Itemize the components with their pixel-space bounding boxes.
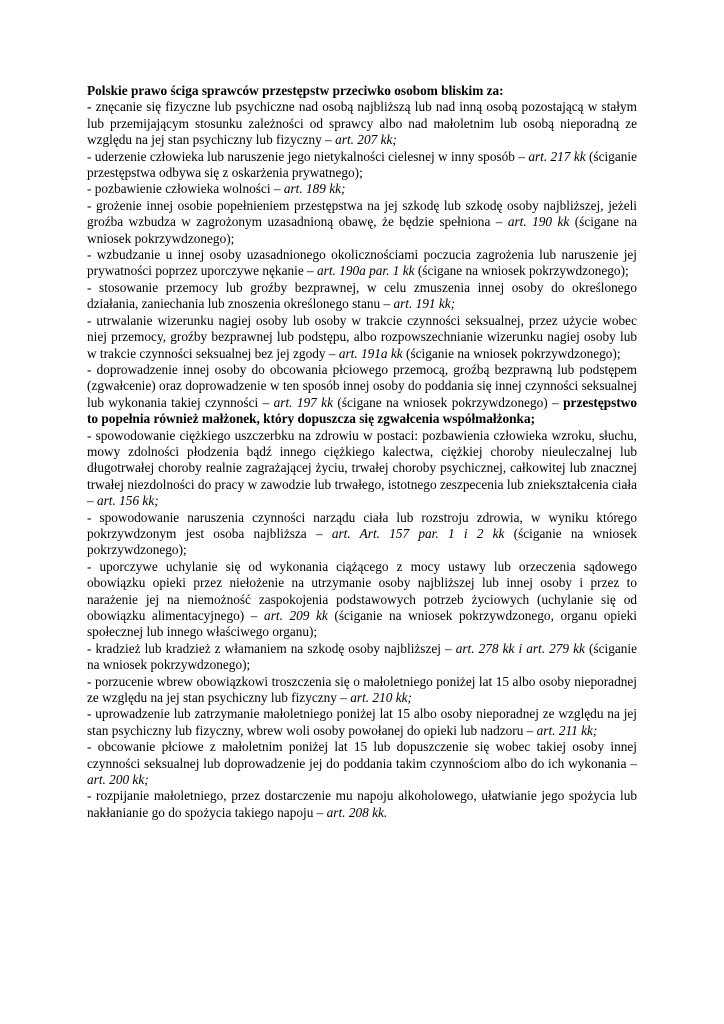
item-dash: - <box>87 673 95 689</box>
article-reference: art. 217 kk <box>528 148 586 164</box>
item-dash: - <box>87 197 97 213</box>
offence-description: utrwalanie wizerunku nagiej osoby lub osoby w trakcie czynności seksualnej, przez użycie wobec niej przemocy, groźby bezprawnej lub podstępu, albo rozpowszechnianie wizerunku nagiej osoby lub w trakcie czynności seksualnej bez jej zgody – <box>87 312 637 361</box>
article-reference: art. 189 kk; <box>283 181 346 197</box>
prosecution-note: (ściganie przestępstwa odbywa się z oskarżenia prywatnego); <box>87 148 637 181</box>
offence-description: uderzenie człowieka lub naruszenie jego nietykalności cielesnej w inny sposób – <box>94 148 529 164</box>
prosecution-note: (ścigane na wniosek pokrzywdzonego); <box>414 263 629 279</box>
prosecution-note: (ściganie na wniosek pokrzywdzonego, organu opieki społecznej lub innego właściwego organu); <box>87 608 637 640</box>
article-reference: art. 156 kk; <box>96 493 159 509</box>
offence-item <box>87 181 637 197</box>
item-dash: - <box>87 640 96 656</box>
article-reference: art. 210 kk; <box>350 690 412 706</box>
article-reference: art. 200 kk; <box>87 772 149 788</box>
offence-description: znęcanie się fizyczne lub psychiczne nad osobą najbliższą lub nad inną osobą pozostającą w stałym lub przemijającym stosunku zależności od sprawcy albo nad małoletnim lub osobą nieporadną ze względu na jej stan psychiczny lub fizyczny – <box>87 99 637 148</box>
offence-item <box>87 510 637 559</box>
prosecution-note: (ściganie na wniosek pokrzywdzonego); <box>87 640 637 673</box>
offence-item <box>87 706 637 739</box>
offence-item <box>87 362 637 428</box>
offence-item <box>87 428 637 510</box>
item-dash: - <box>87 558 100 574</box>
article-reference: art. Art. 157 par. 1 i 2 kk <box>331 525 505 541</box>
offence-description: kradzież lub kradzież z włamaniem na szkodę osoby najbliższej – <box>95 640 456 656</box>
article-reference: art. 208 kk. <box>326 804 388 820</box>
offence-item <box>87 247 637 280</box>
offence-item <box>87 788 637 821</box>
offence-description: uporczywe uchylanie się od wykonania ciążącego z mocy ustawy lub orzeczenia sądowego obowiązku opieki przez niełożenie na utrzymanie osoby najbliższej lub innej osoby i przez to narażenie jej na niemożność zaspokojenia podstawowych potrzeb życiowych (uchylanie się od obowiązku alimentacyjnego) – <box>87 558 637 623</box>
article-reference: art. 207 kk; <box>335 132 397 148</box>
offence-description: grożenie innej osobie popełnieniem przestępstwa na jej szkodę lub szkodę osoby najbliższej, jeżeli groźba wzbudza w zagrożonym uzasadnioną obawę, że będzie spełniona – <box>87 197 637 230</box>
prosecution-note: (ściganie na wniosek pokrzywdzonego); <box>402 345 621 361</box>
offence-item <box>87 313 637 362</box>
article-reference: art. 211 kk; <box>536 722 598 738</box>
item-dash: - <box>87 247 97 263</box>
offence-item <box>87 198 637 247</box>
prosecution-note: (ścigane na wniosek pokrzywdzonego) – <box>333 394 564 410</box>
offence-description: porzucenie wbrew obowiązkowi troszczenia się o małoletniego poniżej lat 15 albo osoby nieporadnej ze względu na jej stan psychiczny lub fizyczny – <box>87 673 637 706</box>
offence-description: wzbudzanie u innej osoby uzasadnionego okolicznościami poczucia zagrożenia lub naruszenie jej prywatności poprzez uporczywe nękanie – <box>87 247 637 279</box>
document-page <box>87 83 637 821</box>
item-dash: - <box>87 509 100 525</box>
item-dash: - <box>87 148 95 164</box>
article-reference: art. 190a par. 1 kk <box>317 263 415 279</box>
offence-item <box>87 641 637 674</box>
offence-item <box>87 99 637 148</box>
article-reference: art. 278 kk i art. 279 kk <box>455 640 585 656</box>
item-dash: - <box>87 427 96 443</box>
item-dash: - <box>87 361 97 377</box>
offence-description: spowodowanie naruszenia czynności narządu ciała lub rozstroju zdrowia, w wyniku którego pokrzywdzonym jest osoba najbliższa – <box>87 509 637 541</box>
item-dash: - <box>87 706 96 722</box>
offence-description: obcowanie płciowe z małoletnim poniżej lat 15 lub dopuszczenie się wobec takiej osoby innej czynności seksualnej lub doprowadzenie jej do poddania takim czynnościom albo do ich wykonania – <box>87 739 637 771</box>
article-reference: art. 190 kk <box>507 214 570 230</box>
item-dash: - <box>87 279 100 295</box>
item-dash: - <box>87 99 96 115</box>
article-reference: art. 209 kk <box>264 608 328 623</box>
offence-item <box>87 739 637 788</box>
offence-list <box>87 99 637 821</box>
item-dash: - <box>87 181 95 197</box>
offence-item <box>87 280 637 313</box>
item-dash: - <box>87 312 97 328</box>
offence-description: rozpijanie małoletniego, przez dostarczenie mu napoju alkoholowego, ułatwianie jego spożycia lub nakłanianie go do spożycia takiego napoju – <box>87 788 637 820</box>
emphasis-note: przestępstwo to popełnia również małżonek, który dopuszcza się zgwałcenia współmałżonka; <box>87 394 637 427</box>
offence-item <box>87 149 637 182</box>
offence-description: uprowadzenie lub zatrzymanie małoletniego poniżej lat 15 albo osoby nieporadnej ze względu na jej stan psychiczny lub fizyczny, wbrew woli osoby powołanej do opieki lub nadzoru – <box>87 706 637 738</box>
item-dash: - <box>87 739 98 755</box>
offence-description: stosowanie przemocy lub groźby bezprawnej, w celu zmuszenia innej osoby do określonego działania, zaniechania lub znoszenia określonego stanu – <box>87 279 637 312</box>
article-reference: art. 191a kk <box>338 345 403 361</box>
item-dash: - <box>87 788 97 804</box>
prosecution-note: (ścigane na wniosek pokrzywdzonego); <box>87 214 637 246</box>
article-reference: art. 191 kk; <box>393 296 456 312</box>
prosecution-note: (ściganie na wniosek pokrzywdzonego); <box>87 525 637 558</box>
offence-description: doprowadzenie innej osoby do obcowania płciowego przemocą, groźbą bezprawną lub podstępem (zgwałcenie) oraz doprowadzenie w ten sposób innej osoby do poddania się innej czynności seksualnej lub wykonania takiej czynności – <box>87 361 637 410</box>
document-title: Polskie prawo ściga sprawców przestępstw przeciwko osobom bliskim za: <box>87 83 504 98</box>
offence-description: spowodowanie ciężkiego uszczerbku na zdrowiu w postaci: pozbawienia człowieka wzroku, słuchu, mowy zdolności płodzenia bądź innego ciężkiego kalectwa, ciężkiej choroby nieuleczalnej lub długotrwałej choroby realnie zagrażającej życiu, trwałej choroby psychicznej, całkowitej lub znacznej trwałej niezdolności do pracy w zawodzie lub trwałego, istotnego zeszpecenia lub zniekształcenia ciała – <box>87 427 637 509</box>
offence-item <box>87 559 637 641</box>
offence-item <box>87 674 637 707</box>
article-reference: art. 197 kk <box>273 394 333 410</box>
offence-description: pozbawienie człowieka wolności – <box>94 181 284 197</box>
